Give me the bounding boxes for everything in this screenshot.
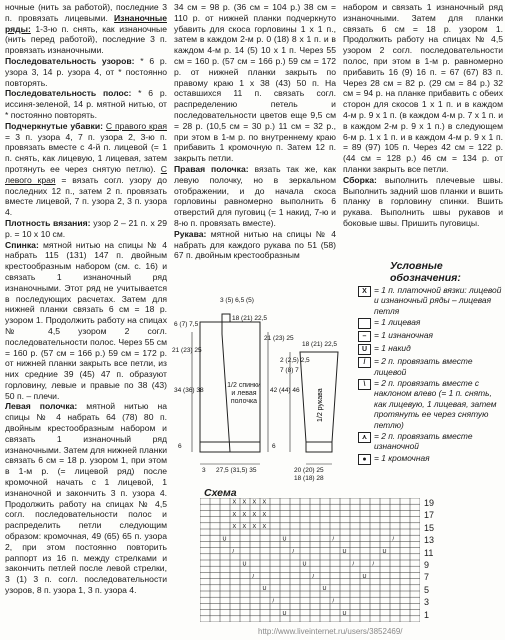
schema-symbol: X bbox=[262, 524, 267, 531]
legend-title-1: Условные bbox=[390, 260, 443, 272]
text: * 6 р. узора 3, 14 р. узора 4, от * постоянно повторять. bbox=[5, 55, 167, 88]
text: мятной нитью на спицы № 4 набрать 115 (131) 147 п. двойным крестообразным набором (см. с. 16) и связать 1 изнаночный ряд изнаночными. Этот ряд не учитывается в последующих расчетах. Затем для нижней планки связать 6 см = 18 р. узором 1. Продолжить работу на спицах № 4,5 узором 2 согл. последовательности полос. Через 55 см = 160 р. (57 см = 166 р.) 59 см = 172 р. от нижней планки закрыть все петли, из них средние 39 (45) 47 п. образуют горловину, левые и правые по 38 (43) 50 п. – плечи. bbox=[5, 239, 167, 401]
schema-symbol: / bbox=[292, 549, 295, 555]
dim-label: 6 bbox=[272, 443, 276, 450]
text: = вязать согл. узору до последних 12 п., затем 2 п. провязать вместе лицевой, 7 п. узора 2, 3 п. узора 4. bbox=[5, 174, 167, 218]
legend-text: = 1 лицевая bbox=[374, 317, 421, 328]
dim-label: 3 (5) 6,5 (5) bbox=[220, 297, 254, 304]
text: выполнить плечевые швы. Выполнить задний шов планки и вшить планку в горловину спинки. Вшить рукава. Выполнить швы рукавов и боковые швы. Пришить пуговицы. bbox=[343, 174, 503, 228]
panel-label-front bbox=[226, 382, 262, 422]
legend bbox=[358, 260, 503, 465]
pattern-diagram-svg bbox=[170, 292, 340, 482]
watermark: http://www.liveinternet.ru/users/3852469/ bbox=[258, 627, 403, 636]
schema-symbol: U bbox=[362, 573, 367, 580]
schema-chart bbox=[200, 498, 420, 622]
legend-text: = 2 п. провязать вместе с наклоном влево (= 1 п. снять, как лицевую, 1 лицевая, затем протянуть ее через снятую петлю) bbox=[374, 378, 497, 430]
schema-symbol: X bbox=[252, 511, 257, 518]
row-number: 7 bbox=[424, 572, 430, 583]
dim-label: 18 (21) 22,5 bbox=[302, 341, 338, 348]
legend-item bbox=[358, 343, 503, 355]
legend-symbol-icon: / bbox=[358, 357, 371, 368]
schema-symbol: U bbox=[302, 561, 307, 568]
schema-symbol: U bbox=[242, 561, 247, 568]
schema-symbol: X bbox=[232, 524, 237, 531]
legend-symbol-icon bbox=[358, 318, 371, 329]
row-number: 17 bbox=[424, 510, 435, 521]
legend-item bbox=[358, 317, 503, 329]
legend-symbol-icon: ⋏ bbox=[358, 432, 371, 443]
dim-label: 6 bbox=[178, 443, 182, 450]
label: С левого края bbox=[5, 163, 167, 185]
row-number: 1 bbox=[424, 609, 430, 620]
schema-symbol: X bbox=[232, 511, 237, 518]
label: Последовательность полос: bbox=[5, 88, 132, 99]
legend-text: = 1 накид bbox=[374, 343, 411, 354]
label: Подчеркнутые убавки: bbox=[5, 120, 103, 131]
legend-symbol-icon: ● bbox=[358, 454, 371, 465]
label: Плотность вязания: bbox=[5, 217, 91, 228]
text: * 6 р. иссиня-зеленой, 14 р. мятной нитью, от * постоянно повторять. bbox=[5, 88, 168, 120]
legend-item bbox=[358, 378, 503, 430]
text: узор 2 – 21 п. х 29 р. = 10 х 10 см. bbox=[5, 217, 167, 239]
label: Последовательность узоров: bbox=[5, 55, 135, 66]
schema-symbol: X bbox=[242, 511, 247, 518]
schema-symbol: U bbox=[342, 611, 347, 617]
collar-piece bbox=[222, 314, 230, 322]
schema-symbol: / bbox=[392, 536, 395, 543]
legend-symbol-icon: U bbox=[358, 344, 371, 355]
schema-symbol: U bbox=[382, 549, 387, 555]
dim-label: 21 (23) 25 bbox=[264, 335, 294, 342]
legend-item bbox=[358, 356, 503, 377]
row-number: 19 bbox=[424, 498, 435, 508]
legend-text: = 2 п. провязать вместе лицевой bbox=[374, 356, 473, 377]
legend-item bbox=[358, 453, 503, 465]
schema-symbol: / bbox=[332, 598, 335, 605]
schema-symbol: U bbox=[282, 611, 287, 617]
dim-label: 2 (2,5) 2,5 bbox=[280, 357, 310, 364]
schema-symbol: X bbox=[232, 499, 237, 506]
text: мятной нитью на спицы № 4 набрать 64 (78) 80 п. двойным крестообразным набором и связать 1 изнаночный ряд изнаночными. Затем для нижней планки связать 6 см = 18 р. узором 1, при этом в 1-м р. (= лицевой ряд) после кромочной начать с 1 лицевой, 1 изнаночной и закончить 3 п. узора 4. Продолжить работу на спицах № 4,5 согл. последовательности полос и распределить петли следующим образом: кромочная, 49 (65) 65 п. узора 2, при этом постоянно повторить раппорт из 16 п. между стрелками и закончить петлей после левой стрелки, 3 (1) 3 п. согл. последовательности узоров, 8 п. узора 1, 3 п. узора 4. bbox=[5, 401, 168, 596]
row-number: 5 bbox=[424, 584, 430, 595]
text: = 3 п. узора 4, 7 п. узора 2, 3-ю п. провязать вместе с 4-й п. лицевой (= 1 п. снять, как лицевую, 1 лицевая, затем протянуть ее через снятую петлю). bbox=[5, 131, 167, 174]
schema-symbol: / bbox=[352, 561, 355, 568]
label: Правая полочка: bbox=[174, 163, 249, 174]
schema-symbol: X bbox=[252, 524, 257, 531]
legend-item bbox=[358, 431, 503, 452]
dim-label: 6 (7) 7,5 bbox=[174, 321, 199, 328]
legend-symbol-icon: – bbox=[358, 331, 371, 342]
label: Рукава: bbox=[174, 228, 207, 239]
dim-label: 18 (21) 22,5 bbox=[232, 315, 268, 322]
text: мятной нитью на спицы № 4 набрать для каждого рукава по 51 (58) 67 п. двойным крестообразным bbox=[174, 228, 336, 261]
text-column-2 bbox=[174, 2, 336, 261]
panel-label-sleeve: 1/2 рукава bbox=[317, 388, 324, 422]
text-column-3 bbox=[343, 2, 503, 229]
dim-label: 3 bbox=[202, 467, 206, 474]
legend-text: = 2 п. провязать вместе изнаночной bbox=[374, 431, 473, 452]
legend-text: = 1 изнаночная bbox=[374, 330, 433, 341]
dim-label: 34 (36) 38 bbox=[174, 387, 204, 394]
schema-symbol: X bbox=[262, 499, 267, 506]
row-number: 9 bbox=[424, 560, 430, 570]
legend-title-2: обозначения: bbox=[390, 272, 461, 284]
schema-symbol: U bbox=[222, 536, 227, 543]
sleeve-band bbox=[306, 442, 332, 452]
row-number: 13 bbox=[424, 535, 435, 546]
dim-label: 20 (20) 25 bbox=[294, 467, 324, 474]
schema-symbol: / bbox=[232, 549, 235, 555]
legend-items bbox=[358, 285, 503, 465]
schema-symbol: X bbox=[242, 499, 247, 506]
label: Спинка: bbox=[5, 239, 39, 250]
schema-symbol: X bbox=[242, 524, 247, 531]
label: Левая полочка: bbox=[5, 401, 78, 412]
pattern-diagram bbox=[170, 292, 340, 482]
text: 34 см = 98 р. (36 см = 104 р.) 38 см = 110 р. от нижней планки подчеркнуто убавить для скоса горловины 1 х 1 п., затем в каждом 2-м р. 0 (18) 8 х 1 п. и в каждом 4-м р. 14 (5) 10 х 1 п. Через 55 см = 160 р. (57 см = 166 р.) 59 см = 172 р. от нижней планки закрыть по правому краю 1 х 38 (43) 50 п. На оставшихся 11 п. связать согл. распределению петель и последовательности цветов еще 9,5 см = 28 р. (10,5 см = 30 р.) 11 см = 32 р., при этом в 1-м р. по внутреннему краю прибавить 1 кромочную п. Затем 12 п. закрыть петли. bbox=[174, 2, 336, 164]
schema-symbol: U bbox=[262, 586, 267, 593]
legend-symbol-icon: \ bbox=[358, 379, 371, 390]
row-number: 15 bbox=[424, 522, 435, 533]
dim-label: 27,5 (31,5) 35 bbox=[216, 467, 257, 474]
schema-symbol: / bbox=[252, 573, 255, 580]
label: Изнаночные ряды: bbox=[5, 12, 167, 34]
text: вязать так же, как левую полочку, но в зеркальном отображении, и до начала скоса горловины равномерно выполнить 6 отверстий для пуговиц (= 1 накид, 7-ю и 8-ю п. провязать вместе). bbox=[174, 163, 336, 228]
legend-text: = 1 п. платочной вязки: лицевой и изнаночный ряды – лицевая петля bbox=[374, 285, 502, 316]
panel-label: 1/2 спинки и левая полочка bbox=[227, 382, 261, 405]
text-column-1 bbox=[5, 2, 167, 596]
legend-item bbox=[358, 285, 503, 316]
legend-item bbox=[358, 330, 503, 342]
schema-symbol: U bbox=[342, 549, 347, 555]
schema-symbol: U bbox=[282, 536, 287, 543]
schema-symbol: X bbox=[252, 499, 257, 506]
legend-text: = 1 кромочная bbox=[374, 452, 430, 463]
row-number: 11 bbox=[424, 547, 434, 558]
label: С правого края bbox=[105, 120, 168, 131]
text: 1-3-ю п. снять, как изнаночные (нить перед работой), последние 3 п. провязать изнаночными. bbox=[5, 23, 167, 56]
text: ночные (нить за работой), последние 3 п. провязать лицевыми. bbox=[5, 2, 167, 23]
schema-symbol: X bbox=[262, 511, 267, 518]
row-number: 3 bbox=[424, 597, 430, 608]
dim-label: 42 (44) 46 bbox=[270, 387, 300, 394]
dim-label: 7 (8) 7 bbox=[280, 367, 299, 374]
label: Сборка: bbox=[343, 174, 377, 185]
schema-symbol: / bbox=[332, 536, 335, 543]
schema-title: Схема bbox=[204, 487, 237, 499]
schema-symbol: U bbox=[322, 586, 327, 593]
dim-label: 21 (23) 25 bbox=[172, 347, 202, 354]
legend-symbol-icon: X bbox=[358, 286, 371, 297]
dim-label: 18 (18) 28 bbox=[294, 475, 324, 482]
schema-symbol: / bbox=[312, 573, 315, 580]
schema-symbol: / bbox=[372, 561, 375, 568]
schema-symbol: / bbox=[272, 598, 275, 605]
text: набором и связать 1 изнаночный ряд изнаночными. Затем для планки связать 6 см = 18 р. узором 1. Продолжить работу на спицах № 4,5 узором 2 согл. последовательности полос, при этом в 1-м р. равномерно прибавить 16 (9) 16 п. = 67 (67) 83 п. Через 28 см = 82 р. (29 см = 84 р.) 32 см = 94 р. на планке прибавить с обеих сторон для скосов 1 х 1 п. и в каждом 4-м р. 9 х 1 п. (в каждом 4-м р. 7 х 1 п. и в каждом 2-м р. 9 х 1 п.) в следующем 6-м р. 1 х 1 п. и в каждом 4-м р. 9 х 1 п. = 89 (97) 105 п. Через 42 см = 122 р. (44 см = 128 р.) 46 см = 134 р. от планки закрыть все петли. bbox=[343, 2, 503, 174]
